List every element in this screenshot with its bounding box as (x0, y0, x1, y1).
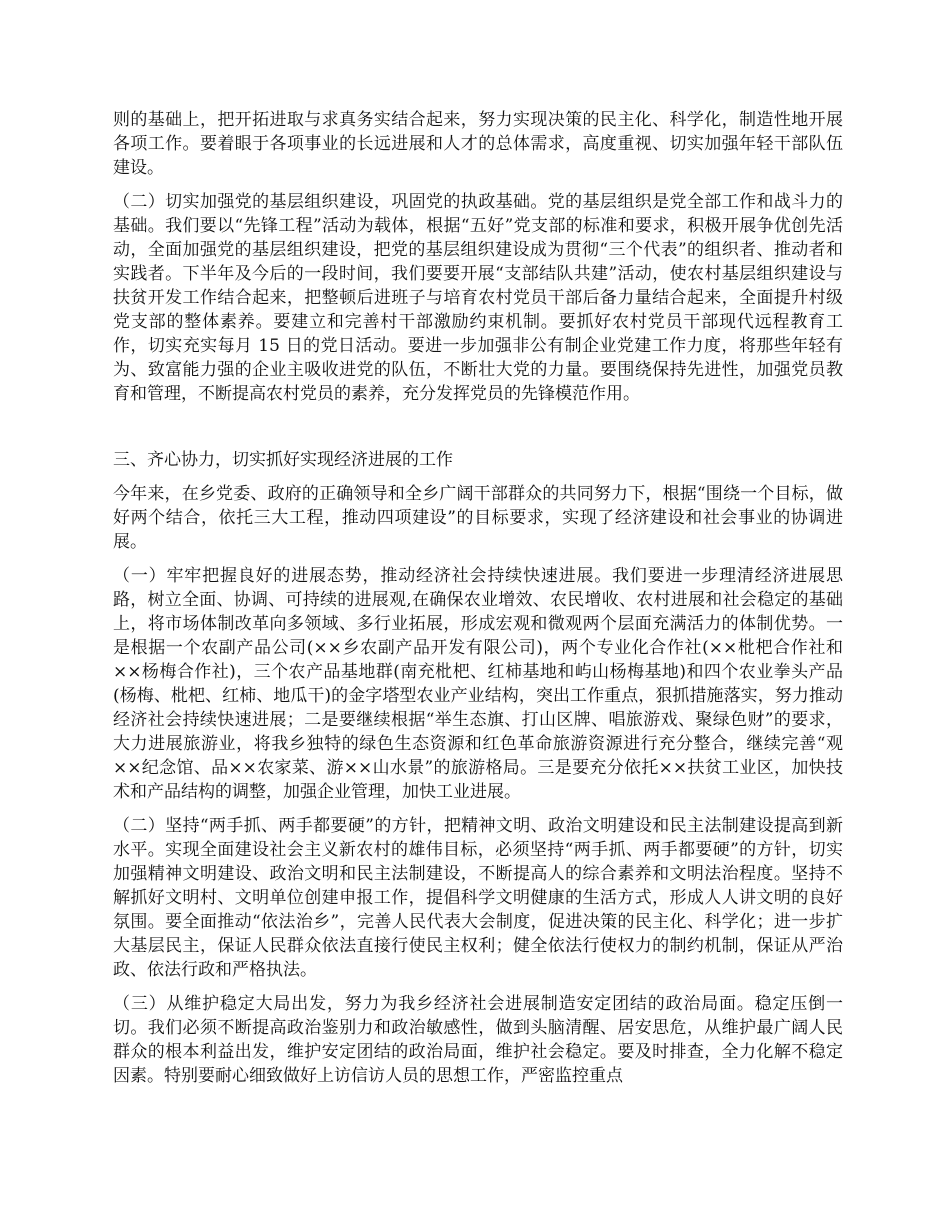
paragraph-civilization-building: （二）坚持“两手抓、两手都要硬”的方针，把精神文明、政治文明建设和民主法制建设提高到新水平。实现全面建设社会主义新农村的雄伟目标，必须坚持“两手抓、两手都要硬”的方针，切实加强精神文明建设、政治文明和民主法制建设，不断提高人的综合素养和文明法治程度。坚持不解抓好文明村、文明单位创建申报工作，提倡科学文明健康的生活方式，形成人人讲文明的良好氛围。要全面推动“依法治乡”，完善人民代表大会制度，促进决策的民主化、科学化；进一步扩大基层民主，保证人民群众依法直接行使民主权利；健全依法行使权力的制约机制，保证从严治政、依法行政和严格执法。 (113, 816, 843, 980)
document-body (113, 108, 843, 1098)
paragraph-economic-development: （一）牢牢把握良好的进展态势，推动经济社会持续快速进展。我们要进一步理清经济进展思路，树立全面、协调、可持续的进展观,在确保农业增效、农民增收、农村进展和社会稳定的基础上，将市场体制改革向多领域、多行业拓展，形成宏观和微观两个层面充满活力的体制优势。一是根据一个农副产品公司(××乡农副产品开发有限公司)，两个专业化合作社(××枇杷合作社和××杨梅合作社)，三个农产品基地群(南充枇杷、红柿基地和屿山杨梅基地)和四个农业拳头产品(杨梅、枇杷、红柿、地瓜干)的金字塔型农业产业结构，突出工作重点，狠抓措施落实，努力推动经济社会持续快速进展；二是要继续根据“举生态旗、打山区牌、唱旅游戏、聚绿色财”的要求，大力进展旅游业，将我乡独特的绿色生态资源和红色革命旅游资源进行充分整合，继续完善“观××纪念馆、品××农家菜、游××山水景”的旅游格局。三是要充分依托××扶贫工业区，加快技术和产品结构的调整，加强企业管理，加快工业进展。 (113, 566, 843, 802)
paragraph-party-organization: （二）切实加强党的基层组织建设，巩固党的执政基础。党的基层组织是党全部工作和战斗力的基础。我们要以“先锋工程”活动为载体，根据“五好”党支部的标准和要求，积极开展争优创先活动，全面加强党的基层组织建设，把党的基层组织建设成为贯彻“三个代表”的组织者、推动者和实践者。下半年及今后的一段时间，我们要要开展“支部结队共建”活动，使农村基层组织建设与扶贫开发工作结合起来，把整顿后进班子与培育农村党员干部后备力量结合起来，全面提升村级党支部的整体素养。要建立和完善村干部激励约束机制。要抓好农村党员干部现代远程教育工作，切实充实每月 15 日的党日活动。要进一步加强非公有制企业党建工作力度，将那些年轻有为、致富能力强的企业主吸收进党的队伍，不断壮大党的力量。要围绕保持先进性，加强党员教育和管理，不断提高农村党员的素养，充分发挥党员的先锋模范作用。 (113, 192, 843, 404)
paragraph-continuation: 则的基础上，把开拓进取与求真务实结合起来，努力实现决策的民主化、科学化，制造性地开展各项工作。要着眼于各项事业的长远进展和人才的总体需求，高度重视、切实加强年轻干部队伍建设。 (113, 110, 843, 178)
paragraph-stability: （三）从维护稳定大局出发，努力为我乡经济社会进展制造安定团结的政治局面。稳定压倒一切。我们必须不断提高政治鉴别力和政治敏感性，做到头脑清醒、居安思危，从维护最广阔人民群众的根本利益出发，维护安定团结的政治局面，维护社会稳定。要及时排查，全力化解不稳定因素。特别要耐心细致做好上访信访人员的思想工作，严密监控重点 (113, 994, 843, 1086)
paragraph-intro: 今年来，在乡党委、政府的正确领导和全乡广阔干部群众的共同努力下，根据“围绕一个目标，做好两个结合，依托三大工程，推动四项建设”的目标要求，实现了经济建设和社会事业的协调进展。 (113, 484, 843, 552)
section-heading: 三、齐心协力，切实抓好实现经济进展的工作 (113, 450, 453, 470)
